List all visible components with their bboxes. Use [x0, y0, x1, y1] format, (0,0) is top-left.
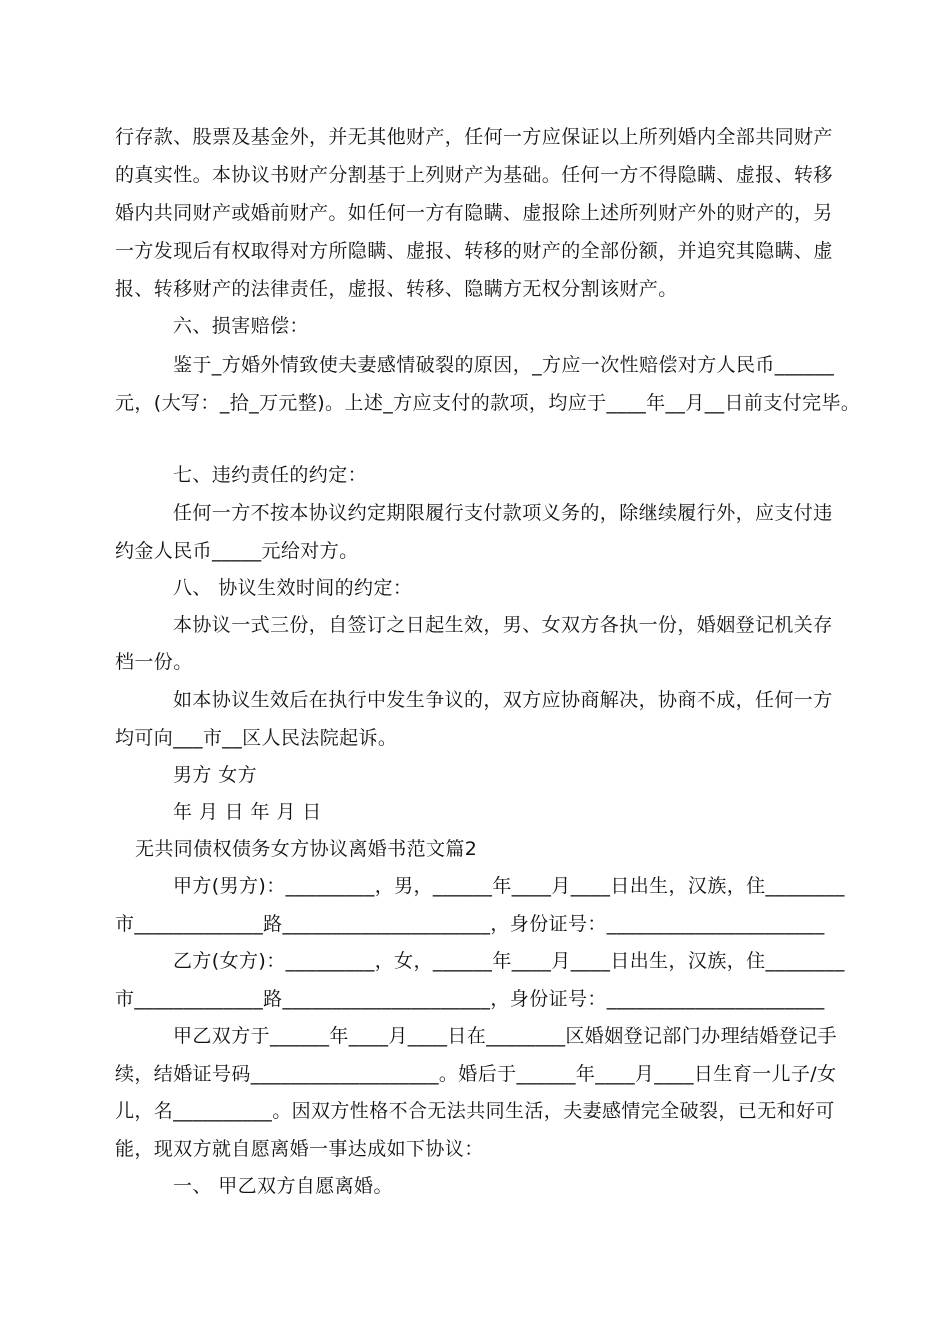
body-text-line: 一方发现后有权取得对方所隐瞒、虚报、转移的财产的全部份额，并追究其隐瞒、虚	[115, 240, 833, 262]
article-title: 无共同债权债务女方协议离婚书范文篇2	[135, 838, 478, 860]
body-text-line: 能，现双方就自愿离婚一事达成如下协议：	[115, 1138, 484, 1160]
body-text-line: 任何一方不按本协议约定期限履行支付款项义务的，除继续履行外，应支付违	[173, 502, 833, 524]
body-text-line: 如本协议生效后在执行中发生争议的，双方应协商解决，协商不成，任何一方	[173, 689, 833, 711]
body-text-line: 儿，名__________。因双方性格不合无法共同生活，夫妻感情完全破裂，已无和好可	[115, 1100, 835, 1122]
clause-one: 一、 甲乙双方自愿离婚。	[173, 1175, 393, 1197]
body-text-line: 元，(大写：_拾_万元整)。上述_方应支付的款项，均应于____年__月__日前支付完毕。	[115, 392, 861, 414]
section-heading-damages: 六、损害赔偿：	[173, 315, 309, 337]
party-a-line: 甲方(男方)：_________，男，______年____月____日出生，汉族，住________	[173, 875, 845, 897]
body-text-line: 行存款、股票及基金外，并无其他财产，任何一方应保证以上所列婚内全部共同财产	[115, 126, 833, 148]
body-text-line: 鉴于_方婚外情致使夫妻感情破裂的原因，_方应一次性赔偿对方人民币______	[173, 354, 835, 376]
body-text-line: 约金人民币_____元给对方。	[115, 540, 359, 562]
party-b-address-line: 市_____________路_____________________，身份证号：______________________	[115, 988, 825, 1010]
body-text-line: 档一份。	[115, 651, 193, 673]
section-heading-breach: 七、违约责任的约定：	[173, 464, 368, 486]
body-text-line: 本协议一式三份，自签订之日起生效，男、女双方各执一份，婚姻登记机关存	[173, 614, 833, 636]
signature-parties: 男方 女方	[173, 764, 258, 786]
body-text-line: 婚内共同财产或婚前财产。如任何一方有隐瞒、虚报除上述所列财产外的财产的，另	[115, 202, 833, 224]
signature-dates: 年 月 日 年 月 日	[173, 801, 322, 823]
party-b-line: 乙方(女方)：_________，女，______年____月____日出生，汉族，住________	[173, 950, 845, 972]
body-text-line: 报、转移财产的法律责任，虚报、转移、隐瞒方无权分割该财产。	[115, 278, 678, 300]
section-heading-effective: 八、 协议生效时间的约定：	[173, 577, 413, 599]
party-a-address-line: 市_____________路_____________________，身份证号：______________________	[115, 913, 825, 935]
body-text-line: 续，结婚证号码___________________。婚后于______年____月____日生育一儿子/女	[115, 1063, 837, 1085]
body-text-line: 甲乙双方于______年____月____日在________区婚姻登记部门办理结婚登记手	[173, 1025, 838, 1047]
body-text-line: 均可向___市__区人民法院起诉。	[115, 727, 398, 749]
body-text-line: 的真实性。本协议书财产分割基于上列财产为基础。任何一方不得隐瞒、虚报、转移	[115, 164, 833, 186]
